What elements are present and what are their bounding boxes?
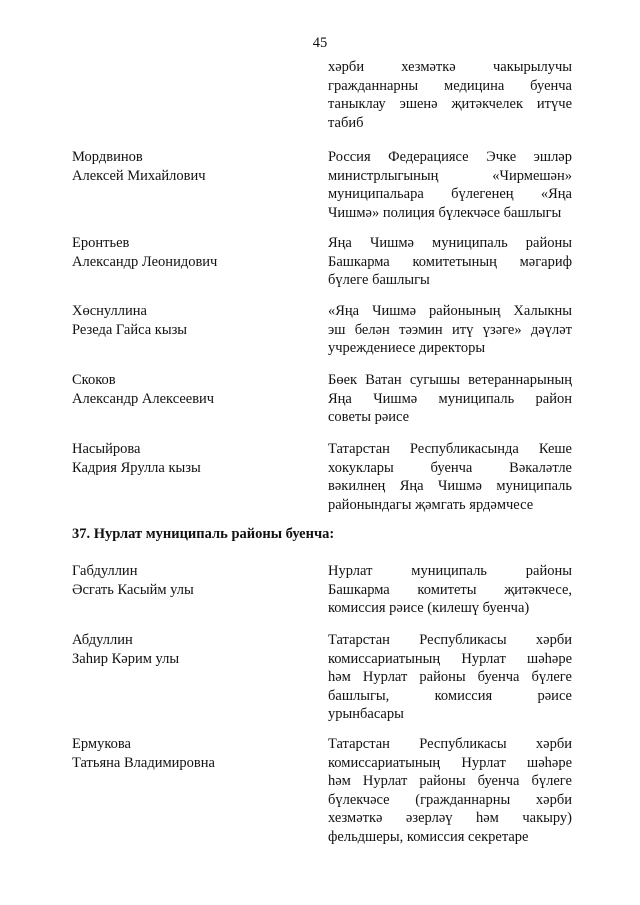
role-line: Башкарма комитетының мәгариф bbox=[328, 253, 572, 270]
role-line: һәм Нурлат районы буенча бүлеге bbox=[328, 773, 572, 789]
member-given-name: Әсгать Касыйм улы bbox=[72, 581, 194, 598]
role-line: бүлекчәсе (гражданнарны хәрби bbox=[328, 791, 572, 808]
role-line: һәм Нурлат районы буенча бүлеге bbox=[328, 669, 572, 685]
member-name bbox=[72, 631, 302, 668]
member-name bbox=[72, 371, 302, 408]
member-name bbox=[72, 234, 302, 271]
role-line: Башкарма комитеты җитәкчесе, bbox=[328, 581, 572, 598]
role-line: «Яңа Чишмә районының Халыкны bbox=[328, 303, 572, 319]
role-line: Нурлат муниципаль районы bbox=[328, 563, 572, 579]
member-surname: Насыйрова bbox=[72, 441, 141, 457]
role-line: комиссариатының Нурлат шәһәре bbox=[328, 650, 572, 667]
member-role bbox=[328, 234, 572, 290]
role-line: министрлыгының «Чирмешән» bbox=[328, 167, 572, 184]
member-name bbox=[72, 148, 302, 185]
role-line: Яңа Чишмә муниципаль районы bbox=[328, 235, 572, 251]
role-line: вәкилнең Яңа Чишмә муниципаль bbox=[328, 478, 572, 494]
member-given-name: Александр Алексеевич bbox=[72, 390, 215, 407]
member-surname: Скоков bbox=[72, 372, 116, 388]
member-surname: Еронтьев bbox=[72, 235, 130, 251]
member-given-name: Резеда Гайса кызы bbox=[72, 321, 188, 338]
role-line: табиб bbox=[328, 114, 364, 131]
role-line: урынбасары bbox=[328, 706, 404, 722]
member-role bbox=[328, 440, 572, 514]
role-line: Татарстан Республикасында Кеше bbox=[328, 441, 572, 457]
member-surname: Хөснуллина bbox=[72, 303, 147, 319]
role-line: Татарстан Республикасы хәрби bbox=[328, 632, 572, 648]
role-line: Татарстан Республикасы хәрби bbox=[328, 736, 572, 752]
member-surname: Мордвинов bbox=[72, 149, 143, 165]
member-role bbox=[328, 631, 572, 724]
member-name bbox=[72, 440, 302, 477]
role-line: хәрби хезмәткә чакырылучы bbox=[328, 59, 572, 75]
role-line: комиссия рәисе (килешү буенча) bbox=[328, 600, 530, 616]
role-line: эш белән тәэмин итү үзәге» дәүләт bbox=[328, 321, 572, 338]
role-line: фельдшеры, комиссия секретаре bbox=[328, 828, 529, 845]
member-surname: Абдуллин bbox=[72, 632, 133, 648]
member-surname: Габдуллин bbox=[72, 563, 138, 579]
role-line: учреждениесе директоры bbox=[328, 340, 486, 356]
role-line: хезмәткә әзерләү һәм чакыру) bbox=[328, 810, 572, 826]
page-number: 45 bbox=[312, 35, 328, 51]
role-line: башлыгы, комиссия рәисе bbox=[328, 687, 572, 704]
member-name bbox=[72, 562, 302, 599]
continuation-role bbox=[328, 58, 572, 132]
role-line: Бөек Ватан сугышы ветераннарының bbox=[328, 372, 572, 388]
role-line: советы рәисе bbox=[328, 409, 410, 425]
member-given-name: Алексей Михайлович bbox=[72, 167, 206, 184]
member-role bbox=[328, 562, 572, 618]
member-given-name: Заһир Кәрим улы bbox=[72, 650, 180, 667]
member-given-name: Александр Леонидович bbox=[72, 253, 218, 270]
role-line: хокуклары буенча Вәкаләтле bbox=[328, 459, 572, 476]
role-line: бүлеге башлыгы bbox=[328, 272, 430, 288]
member-given-name: Кадрия Ярулла кызы bbox=[72, 459, 201, 476]
role-line: Яңа Чишмә муниципаль район bbox=[328, 390, 572, 407]
member-role bbox=[328, 302, 572, 358]
role-line: муниципальара бүлегенең «Яңа bbox=[328, 186, 572, 202]
role-line: Россия Федерациясе Эчке эшләр bbox=[328, 149, 572, 165]
member-role bbox=[328, 371, 572, 427]
role-line: таныклау эшенә җитәкчелек итүче bbox=[328, 96, 572, 112]
role-line: комиссариатының Нурлат шәһәре bbox=[328, 754, 572, 771]
member-name bbox=[72, 735, 302, 772]
member-role bbox=[328, 148, 572, 222]
role-line: гражданнарны медицина буенча bbox=[328, 77, 572, 94]
role-line: Чишмә» полиция бүлекчәсе башлыгы bbox=[328, 204, 562, 221]
member-role bbox=[328, 735, 572, 846]
section-heading: 37. Нурлат муниципаль районы буенча: bbox=[72, 526, 335, 542]
member-given-name: Татьяна Владимировна bbox=[72, 754, 215, 771]
member-name bbox=[72, 302, 302, 339]
role-line: районындагы җәмгать ярдәмчесе bbox=[328, 496, 534, 513]
member-surname: Ермукова bbox=[72, 736, 131, 752]
